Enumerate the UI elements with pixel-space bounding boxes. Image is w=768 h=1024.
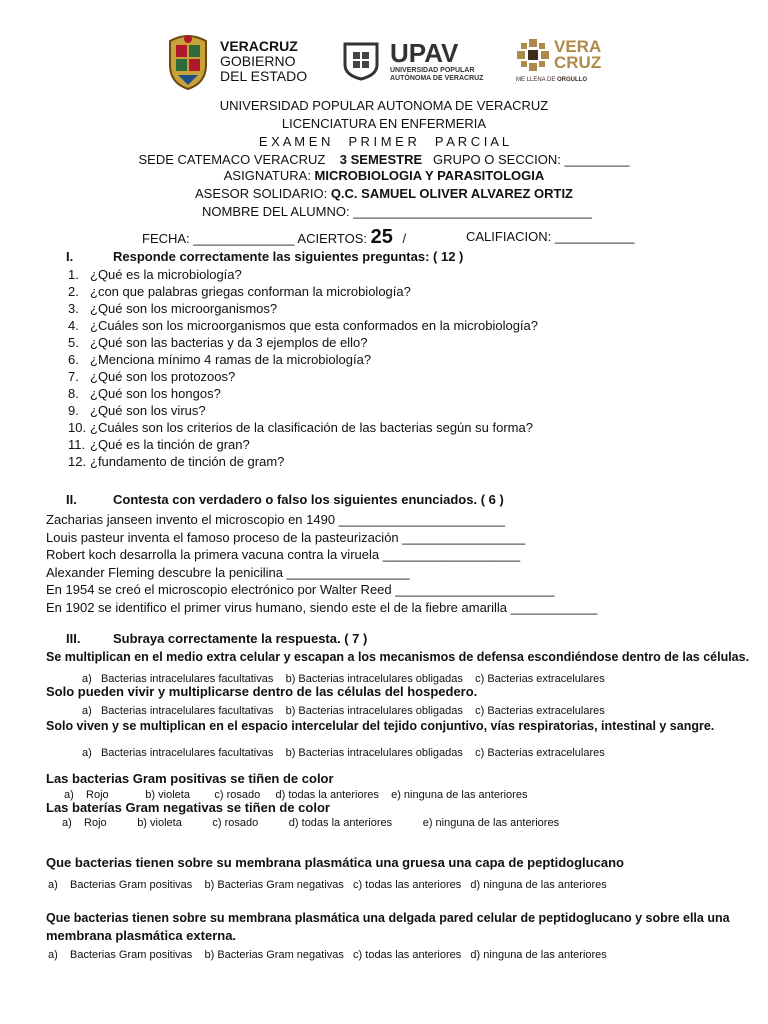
section-3-numeral: III.	[66, 631, 81, 646]
upav-name: UPAV	[390, 38, 459, 68]
gob-line-3: DEL ESTADO	[220, 67, 308, 84]
question-item	[68, 317, 538, 334]
options-3-2: a) Bacterias intracelulares facultativas b) Bacterias intracelulares obligadas c) Bacterias extracelulares	[82, 705, 605, 717]
tagline-part-1: ME LLENA DE	[516, 76, 558, 83]
gob-line-2: GOBIERNO	[220, 52, 296, 69]
question-item	[68, 419, 538, 436]
question-number: 9.	[68, 403, 79, 418]
section-2-numeral: II.	[66, 492, 77, 507]
question-number: 3.	[68, 301, 79, 316]
question-number: 6.	[68, 352, 79, 367]
score-value: 25	[370, 226, 393, 248]
section-1-title: Responde correctamente las siguientes preguntas: ( 12 )	[113, 249, 464, 264]
question-number: 10.	[68, 420, 87, 435]
options-3-1: a) Bacterias intracelulares facultativas b) Bacterias intracelulares obligadas c) Bacterias extracelulares	[82, 673, 605, 685]
upav-logo	[342, 28, 483, 94]
question-item	[68, 334, 538, 351]
question-number: 8.	[68, 386, 79, 401]
score-slash: /	[402, 231, 407, 246]
options-3-4: a) Rojo b) violeta c) rosado d) todas la anteriores e) ninguna de las anteriores	[64, 789, 528, 801]
true-false-item: En 1954 se creó el microscopio electrónico por Walter Reed ______________________	[46, 582, 555, 597]
options-3-3: a) Bacterias intracelulares facultativas b) Bacterias intracelulares obligadas c) Bacterias extracelulares	[82, 747, 605, 759]
advisor-line	[0, 186, 768, 202]
coat-of-arms-icon	[164, 31, 212, 91]
veracruz-brand-logo	[516, 28, 601, 94]
question-text: ¿con que palabras griegas conforman la microbiología?	[90, 284, 411, 299]
group-field: GRUPO O SECCION: _________	[432, 152, 630, 167]
upav-shield-icon	[342, 41, 380, 81]
upav-sub-1: UNIVERSIDAD POPULAR	[390, 67, 475, 74]
true-false-item: Robert koch desarrolla la primera vacuna contra la viruela ___________________	[46, 547, 521, 562]
question-item	[68, 368, 538, 385]
question-text: ¿Qué son los microorganismos?	[90, 301, 278, 316]
question-number: 11.	[68, 437, 86, 452]
question-item	[68, 385, 538, 402]
veracruz-government-logo	[164, 28, 307, 94]
question-list	[68, 266, 538, 470]
question-item	[68, 402, 538, 419]
exam-title: E X A M E N P R I M E R P A R C I A L	[258, 134, 510, 149]
score-line	[142, 226, 406, 248]
veracruz-flower-icon	[516, 38, 550, 72]
brand-tagline	[516, 76, 601, 85]
question-3-7-line-1: Que bacterias tienen sobre su membrana plasmática una delgada pared celular de peptidoglucano y sobre ella una	[46, 911, 730, 925]
options-3-6: a) Bacterias Gram positivas b) Bacterias Gram negativas c) todas las anteriores d) ninguna de las anteriores	[48, 879, 607, 891]
options-3-5: a) Rojo b) violeta c) rosado d) todas la anteriores e) ninguna de las anteriores	[62, 817, 560, 829]
question-text: ¿Menciona mínimo 4 ramas de la microbiología?	[90, 352, 372, 367]
options-3-7: a) Bacterias Gram positivas b) Bacterias Gram negativas c) todas las anteriores d) ninguna de las anteriores	[48, 949, 607, 961]
logo-bar	[0, 28, 768, 98]
question-number: 2.	[68, 284, 79, 299]
true-false-item: Louis pasteur inventa el famoso proceso de la pasteurización _________________	[46, 529, 526, 545]
question-text: ¿Qué son las bacterias y da 3 ejemplos de ello?	[90, 335, 368, 350]
veracruz-wordmark	[554, 36, 602, 72]
question-item	[68, 351, 538, 368]
brand-line-1: VERA	[554, 36, 602, 56]
question-number: 5.	[68, 335, 79, 350]
question-3-3: Solo viven y se multiplican en el espacio intercelular del tejido conjuntivo, vías respiratorias, intestinal y sangre.	[46, 719, 715, 733]
upav-sub-2: AUTÓNOMA DE VERACRUZ	[390, 75, 484, 82]
question-3-1: Se multiplican en el medio extra celular y escapan a los mecanismos de defensa escondiéndose dentro de las células.	[46, 650, 750, 664]
true-false-item: Alexander Fleming descubre la penicilina _________________	[46, 564, 410, 580]
grade-field: CALIFIACION: ___________	[466, 229, 635, 244]
section-3-title: Subraya correctamente la respuesta. ( 7 )	[113, 631, 368, 646]
question-3-2: Solo pueden vivir y multiplicarse dentro de las células del hospedero.	[46, 684, 478, 699]
question-number: 1.	[68, 267, 79, 282]
gob-line-1: VERACRUZ	[220, 37, 298, 54]
question-text: ¿Qué son los protozoos?	[90, 369, 236, 384]
question-item	[68, 436, 538, 453]
government-name	[220, 39, 307, 84]
date-and-hits-label: FECHA: ______________ ACIERTOS:	[142, 231, 367, 246]
question-text: ¿Qué son los hongos?	[90, 386, 221, 401]
university-name: UNIVERSIDAD POPULAR AUTONOMA DE VERACRUZ	[219, 98, 549, 113]
tagline-part-2: ORGULLO	[557, 76, 588, 83]
advisor-label: ASESOR SOLIDARIO:	[194, 186, 331, 201]
semester: 3 SEMESTRE	[339, 152, 423, 167]
question-3-4: Las bacterias Gram positivas se tiñen de color	[46, 771, 334, 786]
question-item	[68, 283, 538, 300]
subject-line	[0, 168, 768, 184]
upav-text	[390, 39, 483, 83]
student-name-field: NOMBRE DEL ALUMNO: _________________________________	[202, 204, 592, 219]
question-3-5: Las baterías Gram negativas se tiñen de color	[46, 800, 330, 815]
sede-label: SEDE CATEMACO VERACRUZ	[138, 152, 326, 167]
question-text: ¿Cuáles son los criterios de la clasificación de las bacterias según su forma?	[90, 420, 533, 435]
true-false-item: Zacharias janseen invento el microscopio en 1490 _______________________	[46, 512, 505, 527]
question-text: ¿Qué es la tinción de gran?	[90, 437, 250, 452]
advisor-name: Q.C. SAMUEL OLIVER ALVAREZ ORTIZ	[330, 186, 574, 201]
brand-line-2: CRUZ	[554, 52, 602, 72]
question-text: ¿Qué son los virus?	[90, 403, 206, 418]
question-number: 7.	[68, 369, 79, 384]
question-number: 12.	[68, 454, 87, 469]
question-text: ¿Qué es la microbiología?	[90, 267, 242, 282]
true-false-item: En 1902 se identifico el primer virus humano, siendo este el de la fiebre amarilla ____________	[46, 599, 598, 615]
section-1-numeral: I.	[66, 249, 74, 264]
question-item	[68, 300, 538, 317]
section-2-title: Contesta con verdadero o falso los siguientes enunciados. ( 6 )	[113, 492, 504, 507]
question-item	[68, 453, 538, 470]
question-item	[68, 266, 538, 283]
subject-label: ASIGNATURA:	[223, 168, 315, 183]
sede-line	[0, 152, 768, 168]
question-text: ¿fundamento de tinción de gram?	[90, 454, 285, 469]
true-false-list	[46, 511, 597, 616]
degree-name: LICENCIATURA EN ENFERMERIA	[281, 116, 487, 131]
veracruz-brand	[516, 38, 601, 85]
question-3-6: Que bacterias tienen sobre su membrana plasmática una gruesa una capa de peptidoglucano	[46, 855, 624, 870]
subject-name: MICROBIOLOGIA Y PARASITOLOGIA	[314, 168, 545, 183]
question-text: ¿Cuáles son los microorganismos que esta conformados en la microbiología?	[90, 318, 538, 333]
question-3-7-line-2: membrana plasmática externa.	[46, 928, 237, 943]
question-number: 4.	[68, 318, 79, 333]
